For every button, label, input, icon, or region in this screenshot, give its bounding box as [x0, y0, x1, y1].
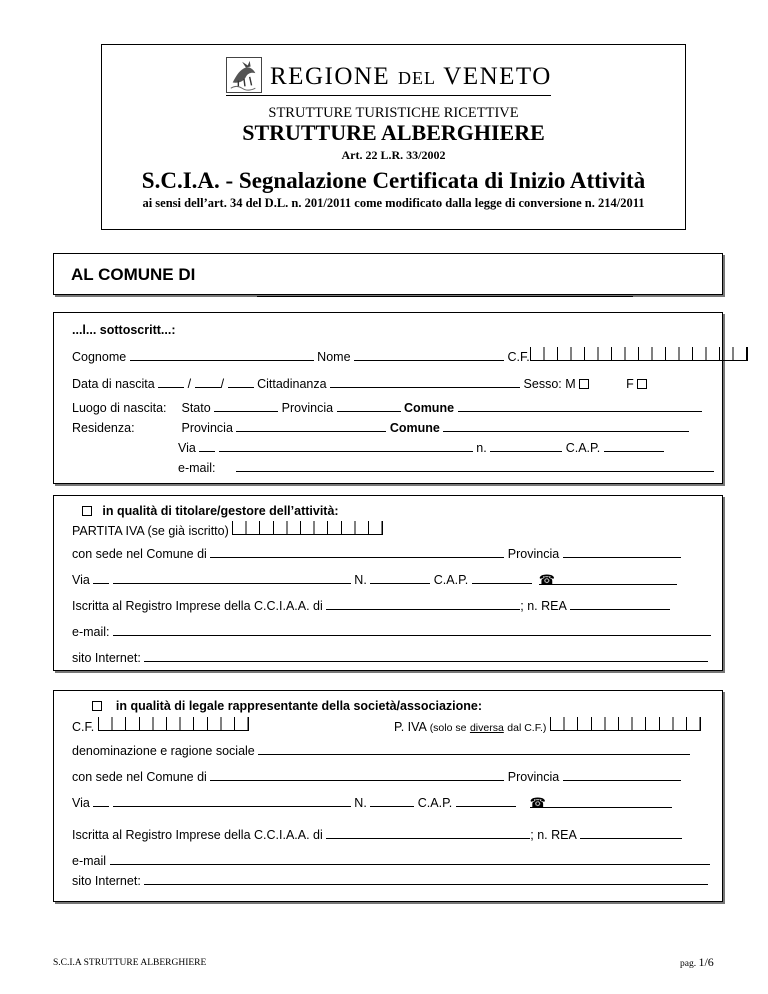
legale-provincia-field[interactable] [563, 769, 681, 781]
legale-telefono-field[interactable] [530, 796, 672, 808]
legal-basis: ai sensi dell’art. 34 del D.L. n. 201/2011 come modificato dalla legge di conversione n. 214/2011 [142, 196, 645, 210]
sesso-f-label: F [626, 377, 634, 391]
legale-provincia-label: Provincia [507, 770, 560, 784]
anno-field[interactable] [228, 376, 254, 388]
legale-cap-label: C.A.P. [417, 796, 453, 810]
legale-civico-label: N. [354, 796, 367, 810]
category-line: STRUTTURE TURISTICHE RICETTIVE [268, 105, 519, 121]
residenza-provincia-field[interactable] [236, 420, 386, 432]
legale-title-row [92, 699, 482, 714]
civico-label: n. [476, 441, 487, 455]
titolare-cap-label: C.A.P. [433, 573, 469, 587]
legale-cf-cells[interactable] [98, 717, 248, 731]
region-name: REGIONE DEL VENETO [270, 63, 552, 90]
cognome-row [72, 347, 748, 365]
legale-denominazione-row [72, 743, 690, 759]
titolare-via-field[interactable] [113, 572, 351, 584]
logo-underline [226, 95, 551, 96]
via-row [178, 440, 664, 456]
residenza-comune-label: Comune [389, 421, 440, 435]
cf-label: C.F. [507, 350, 530, 364]
stato-field[interactable] [214, 400, 278, 412]
legale-piva-cells[interactable] [550, 717, 700, 731]
cognome-field[interactable] [130, 349, 314, 361]
titolare-via-tipo-field[interactable] [93, 572, 109, 584]
titolare-piva-row [72, 521, 383, 539]
legale-denominazione-field[interactable] [258, 743, 690, 755]
legale-cf-row [72, 717, 249, 735]
sesso-label: Sesso: [523, 377, 562, 391]
residenza-label: Residenza: [72, 421, 135, 435]
legale-sede-label: con sede nel Comune di [72, 770, 207, 784]
titolare-cap-field[interactable] [472, 572, 532, 584]
legale-rea-field[interactable] [580, 827, 682, 839]
legale-email-row [72, 853, 710, 869]
legale-denominazione-label: denominazione e ragione sociale [72, 744, 255, 758]
legale-rea-label: ; n. REA [530, 828, 577, 842]
stato-label: Stato [181, 401, 211, 415]
page-value: 1/6 [698, 955, 714, 969]
legale-civico-field[interactable] [370, 795, 414, 807]
legale-cf-cells-end [248, 717, 249, 731]
titolare-piva-label: PARTITA IVA (se già iscritto) [72, 524, 229, 538]
page-number [680, 955, 714, 970]
sottoscritto-box [53, 312, 723, 484]
legale-cf-label: C.F. [72, 720, 95, 734]
legale-sito-label: sito Internet: [72, 874, 141, 888]
comune-box [53, 253, 723, 295]
cittadinanza-label: Cittadinanza [257, 377, 327, 391]
legale-via-tipo-field[interactable] [93, 795, 109, 807]
cognome-label: Cognome [72, 350, 127, 364]
titolare-sito-field[interactable] [144, 650, 708, 662]
law-reference: Art. 22 L.R. 33/2002 [341, 148, 446, 162]
luogo-nascita-label: Luogo di nascita: [72, 401, 167, 415]
titolare-box [53, 495, 723, 671]
titolare-piva-cells-end [382, 521, 383, 535]
titolare-rea-field[interactable] [570, 598, 670, 610]
cittadinanza-field[interactable] [330, 376, 520, 388]
email-row [178, 460, 714, 476]
giorno-field[interactable] [158, 376, 184, 388]
legale-checkbox[interactable] [92, 701, 102, 711]
residenza-comune-field[interactable] [443, 420, 689, 432]
page-prefix: pag. [680, 959, 697, 969]
residenza-provincia-label: Provincia [181, 421, 233, 435]
legale-via-label: Via [72, 796, 90, 810]
via-tipo-field[interactable] [199, 440, 215, 452]
cap-label: C.A.P. [565, 441, 601, 455]
cf-cells-end [747, 347, 748, 361]
sottoscritto-title: ...l... sottoscritt...: [72, 323, 176, 337]
mese-field[interactable] [195, 376, 221, 388]
titolare-checkbox[interactable] [82, 506, 92, 516]
comune-label: Comune [404, 401, 455, 415]
titolare-provincia-label: Provincia [507, 547, 560, 561]
titolare-title: in qualità di titolare/gestore dell’attività: [102, 504, 339, 518]
comune-field[interactable] [257, 285, 633, 297]
legale-cciaa-field[interactable] [326, 827, 530, 839]
legale-registro-label: Iscritta al Registro Imprese della C.C.I.A.A. di [72, 828, 323, 842]
titolare-civico-label: N. [354, 573, 367, 587]
legale-sede-row [72, 769, 681, 785]
titolare-rea-label: ; n. REA [520, 599, 567, 613]
titolare-via-label: Via [72, 573, 90, 587]
titolare-sito-row [72, 650, 708, 666]
data-nascita-label: Data di nascita [72, 377, 155, 391]
sesso-m-checkbox[interactable] [579, 379, 589, 389]
titolare-email-field[interactable] [113, 624, 711, 636]
legale-cap-field[interactable] [456, 795, 516, 807]
titolare-via-row [72, 572, 677, 588]
nascita-row [72, 376, 647, 392]
titolare-email-row [72, 624, 711, 640]
legale-sede-field[interactable] [210, 769, 504, 781]
legale-piva-row [394, 717, 701, 736]
legale-box [53, 690, 723, 902]
legale-piva-note-end: dal C.F.) [507, 722, 547, 734]
sesso-m-label: M [565, 377, 576, 391]
date-separator: / [220, 377, 225, 391]
header-box [101, 44, 686, 230]
legale-registro-row [72, 827, 682, 843]
legale-via-row [72, 795, 672, 811]
legale-email-field[interactable] [110, 853, 710, 865]
titolare-sede-label: con sede nel Comune di [72, 547, 207, 561]
comune-label: AL COMUNE DI [71, 265, 196, 284]
civico-field[interactable] [490, 440, 562, 452]
titolare-sede-row [72, 546, 681, 562]
footer-label: S.C.I.A STRUTTURE ALBERGHIERE [53, 958, 207, 968]
legale-piva-cells-end [700, 717, 701, 731]
titolare-sede-field[interactable] [210, 546, 504, 558]
date-separator: / [187, 377, 192, 391]
provincia-label: Provincia [281, 401, 334, 415]
sesso-f-checkbox[interactable] [637, 379, 647, 389]
titolare-provincia-field[interactable] [563, 546, 681, 558]
via-field[interactable] [219, 440, 473, 452]
nome-field[interactable] [354, 349, 504, 361]
titolare-sito-label: sito Internet: [72, 651, 141, 665]
document-type: STRUTTURE ALBERGHIERE [242, 120, 545, 145]
cf-cells[interactable] [530, 347, 747, 361]
via-label: Via [178, 441, 196, 455]
legale-piva-note: (solo se [429, 722, 467, 734]
titolare-title-row [82, 504, 339, 519]
legale-piva-note-emph: diversa [469, 722, 504, 734]
titolare-telefono-field[interactable] [539, 573, 677, 585]
titolare-piva-cells[interactable] [232, 521, 382, 535]
titolare-civico-field[interactable] [370, 572, 430, 584]
provincia-field[interactable] [337, 400, 401, 412]
legale-via-field[interactable] [113, 795, 351, 807]
region-crest-icon [226, 57, 262, 93]
legale-email-label: e-mail [72, 854, 107, 868]
titolare-cciaa-field[interactable] [326, 598, 520, 610]
document-title: S.C.I.A. - Segnalazione Certificata di Inizio Attività [141, 168, 646, 193]
legale-piva-label: P. IVA [394, 720, 427, 734]
titolare-email-label: e-mail: [72, 625, 110, 639]
email-label: e-mail: [178, 461, 216, 475]
legale-sito-field[interactable] [144, 873, 708, 885]
legale-title: in qualità di legale rappresentante della società/associazione: [115, 699, 483, 713]
region-logo [102, 57, 685, 93]
titolare-registro-row [72, 598, 670, 614]
luogo-nascita-row [72, 400, 702, 416]
phone-icon: ☎ [538, 572, 555, 587]
comune-nascita-field[interactable] [458, 400, 702, 412]
legale-sito-row [72, 873, 708, 889]
email-field[interactable] [236, 460, 714, 472]
titolare-registro-label: Iscritta al Registro Imprese della C.C.I.A.A. di [72, 599, 323, 613]
residenza-row [72, 420, 689, 436]
nome-label: Nome [317, 350, 351, 364]
cap-field[interactable] [604, 440, 664, 452]
phone-icon: ☎ [529, 795, 546, 810]
